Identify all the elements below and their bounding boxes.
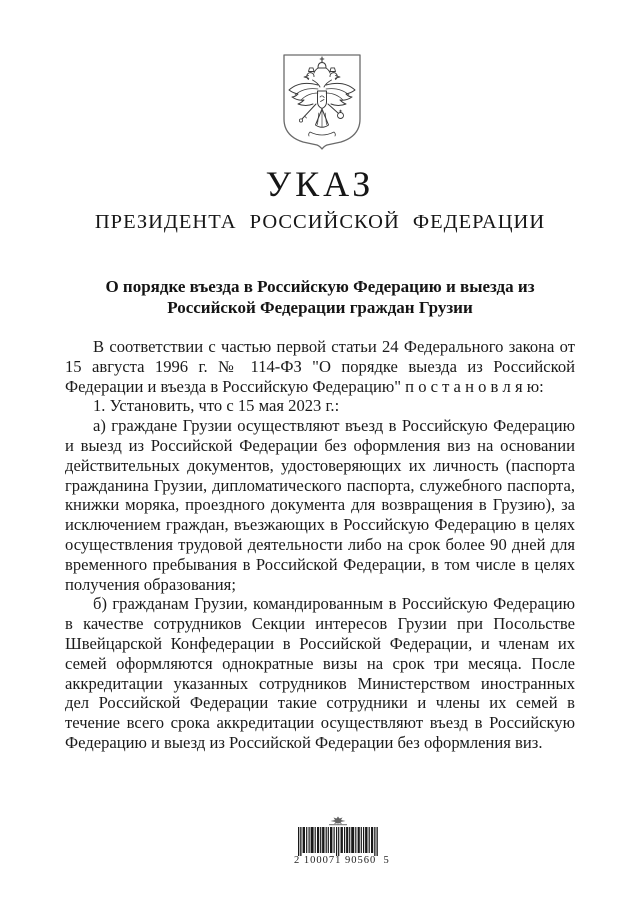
paragraph-item-1: 1. Установить, что с 15 мая 2023 г.: <box>93 396 340 416</box>
coat-of-arms <box>280 53 364 150</box>
decree-issuer: ПРЕЗИДЕНТА РОССИЙСКОЙ ФЕДЕРАЦИИ <box>94 211 546 233</box>
barcode-number: 2 100071 90560 5 <box>294 855 390 866</box>
paragraph-preamble: В соответствии с частью первой статьи 24 Федерального закона от 15 августа 1996 г. № 114-ФЗ "О порядке выезда из Российской Федерации и въезда в Российскую Федерацию" п о с т а н о в л я ю: <box>65 337 575 396</box>
paragraph-item-1b: б) гражданам Грузии, командированным в Российскую Федерацию в качестве сотрудников Секции интересов Грузии при Посольстве Швейцарской Конфедерации в Российской Федерации, и членам их семей оформляются однократные визы на срок три месяца. После аккредитации указанных сотрудников Министерством иностранных дел Российской Федерации такие сотрудники и члены их семей в течение всего срока аккредитации осуществляют въезд в Российскую Федерацию и выезд из Российской Федерации без оформления виз. <box>65 594 575 752</box>
decree-body <box>65 337 575 753</box>
russian-eagle-icon <box>280 53 364 150</box>
decree-subject: О порядке въезда в Российскую Федерацию и выезда из Российской Федерации граждан Грузии <box>105 277 535 317</box>
paragraph-item-1a: а) граждане Грузии осуществляют въезд в Российскую Федерацию и выезд из Российской Федерации без оформления виз на основании действительных документов, удостоверяющих их личность (паспорта гражданина Грузии, дипломатического паспорта, служебного паспорта, книжки моряка, проездного документа для возвращения в Грузию), за исключением граждан, въезжающих в Российскую Федерацию в целях осуществления трудовой деятельности либо на срок более 90 дней для временного пребывания в Российской Федерации, в том числе в целях получения образования; <box>65 416 575 594</box>
barcode-bars <box>298 827 378 856</box>
barcode-eagle-icon <box>328 816 348 826</box>
decree-title: УКАЗ <box>265 164 375 204</box>
barcode <box>294 816 390 866</box>
